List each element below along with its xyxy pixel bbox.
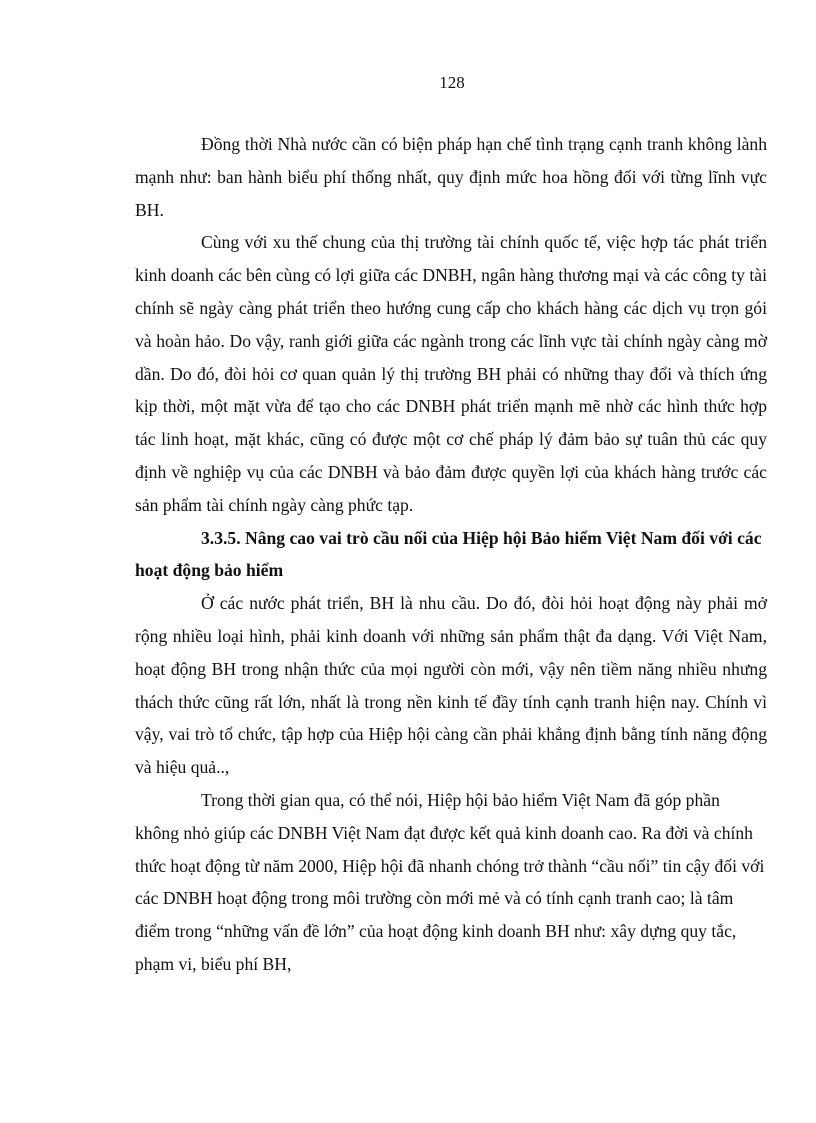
paragraph-cooperation: Cùng với xu thế chung của thị trường tài chính quốc tế, việc hợp tác phát triển kinh doanh các bên cùng có lợi giữa các DNBH, ngân hàng thương mại và các công ty tài chính sẽ ngày càng phát triển theo hướng cung cấp cho khách hàng các dịch vụ trọn gói và hoàn hảo. Do vậy, ranh giới giữa các ngành trong các lĩnh vực tài chính ngày càng mờ dần. Do đó, đòi hỏi cơ quan quản lý thị trường BH phải có những thay đổi và thích ứng kịp thời, một mặt vừa để tạo cho các DNBH phát triển mạnh mẽ nhờ các hình thức hợp tác linh hoạt, mặt khác, cũng có được một cơ chế pháp lý đảm bảo sự tuân thủ các quy định về nghiệp vụ của các DNBH và bảo đảm được quyền lợi của khách hàng trước các sản phẩm tài chính ngày càng phức tạp. [135, 232, 767, 515]
paragraph-developed-countries: Ở các nước phát triển, BH là nhu cầu. Do đó, đòi hỏi hoạt động này phải mở rộng nhiều loại hình, phải kinh doanh với những sản phẩm thật đa dạng. Với Việt Nam, hoạt động BH trong nhận thức của mọi người còn mới, vậy nên tiềm năng nhiều nhưng thách thức cũng rất lớn, nhất là trong nền kinh tế đầy tính cạnh tranh hiện nay. Chính vì vậy, vai trò tổ chức, tập hợp của Hiệp hội càng cần phải khẳng định bằng tính năng động và hiệu quả.., [135, 593, 767, 778]
document-body [135, 128, 767, 981]
paragraph-competition: Đồng thời Nhà nước cần có biện pháp hạn chế tình trạng cạnh tranh không lành mạnh như: ban hành biểu phí thống nhất, quy định mức hoa hồng đối với từng lĩnh vực BH. [135, 134, 767, 220]
paragraph-association-role: Trong thời gian qua, có thể nói, Hiệp hội bảo hiểm Việt Nam đã góp phần không nhỏ giúp các DNBH Việt Nam đạt được kết quả kinh doanh cao. Ra đời và chính thức hoạt động từ năm 2000, Hiệp hội đã nhanh chóng trở thành “cầu nối” tin cậy đối với các DNBH hoạt động trong môi trường còn mới mẻ và có tính cạnh tranh cao; là tâm điểm trong “những vấn đề lớn” của hoạt động kinh doanh BH như: xây dựng quy tắc, phạm vi, biểu phí BH, [135, 789, 765, 974]
page-number: 128 [439, 73, 465, 92]
section-heading-3-3-5: 3.3.5. Nâng cao vai trò cầu nối của Hiệp hội Bảo hiểm Việt Nam đối với các hoạt động bảo hiểm [135, 527, 762, 581]
